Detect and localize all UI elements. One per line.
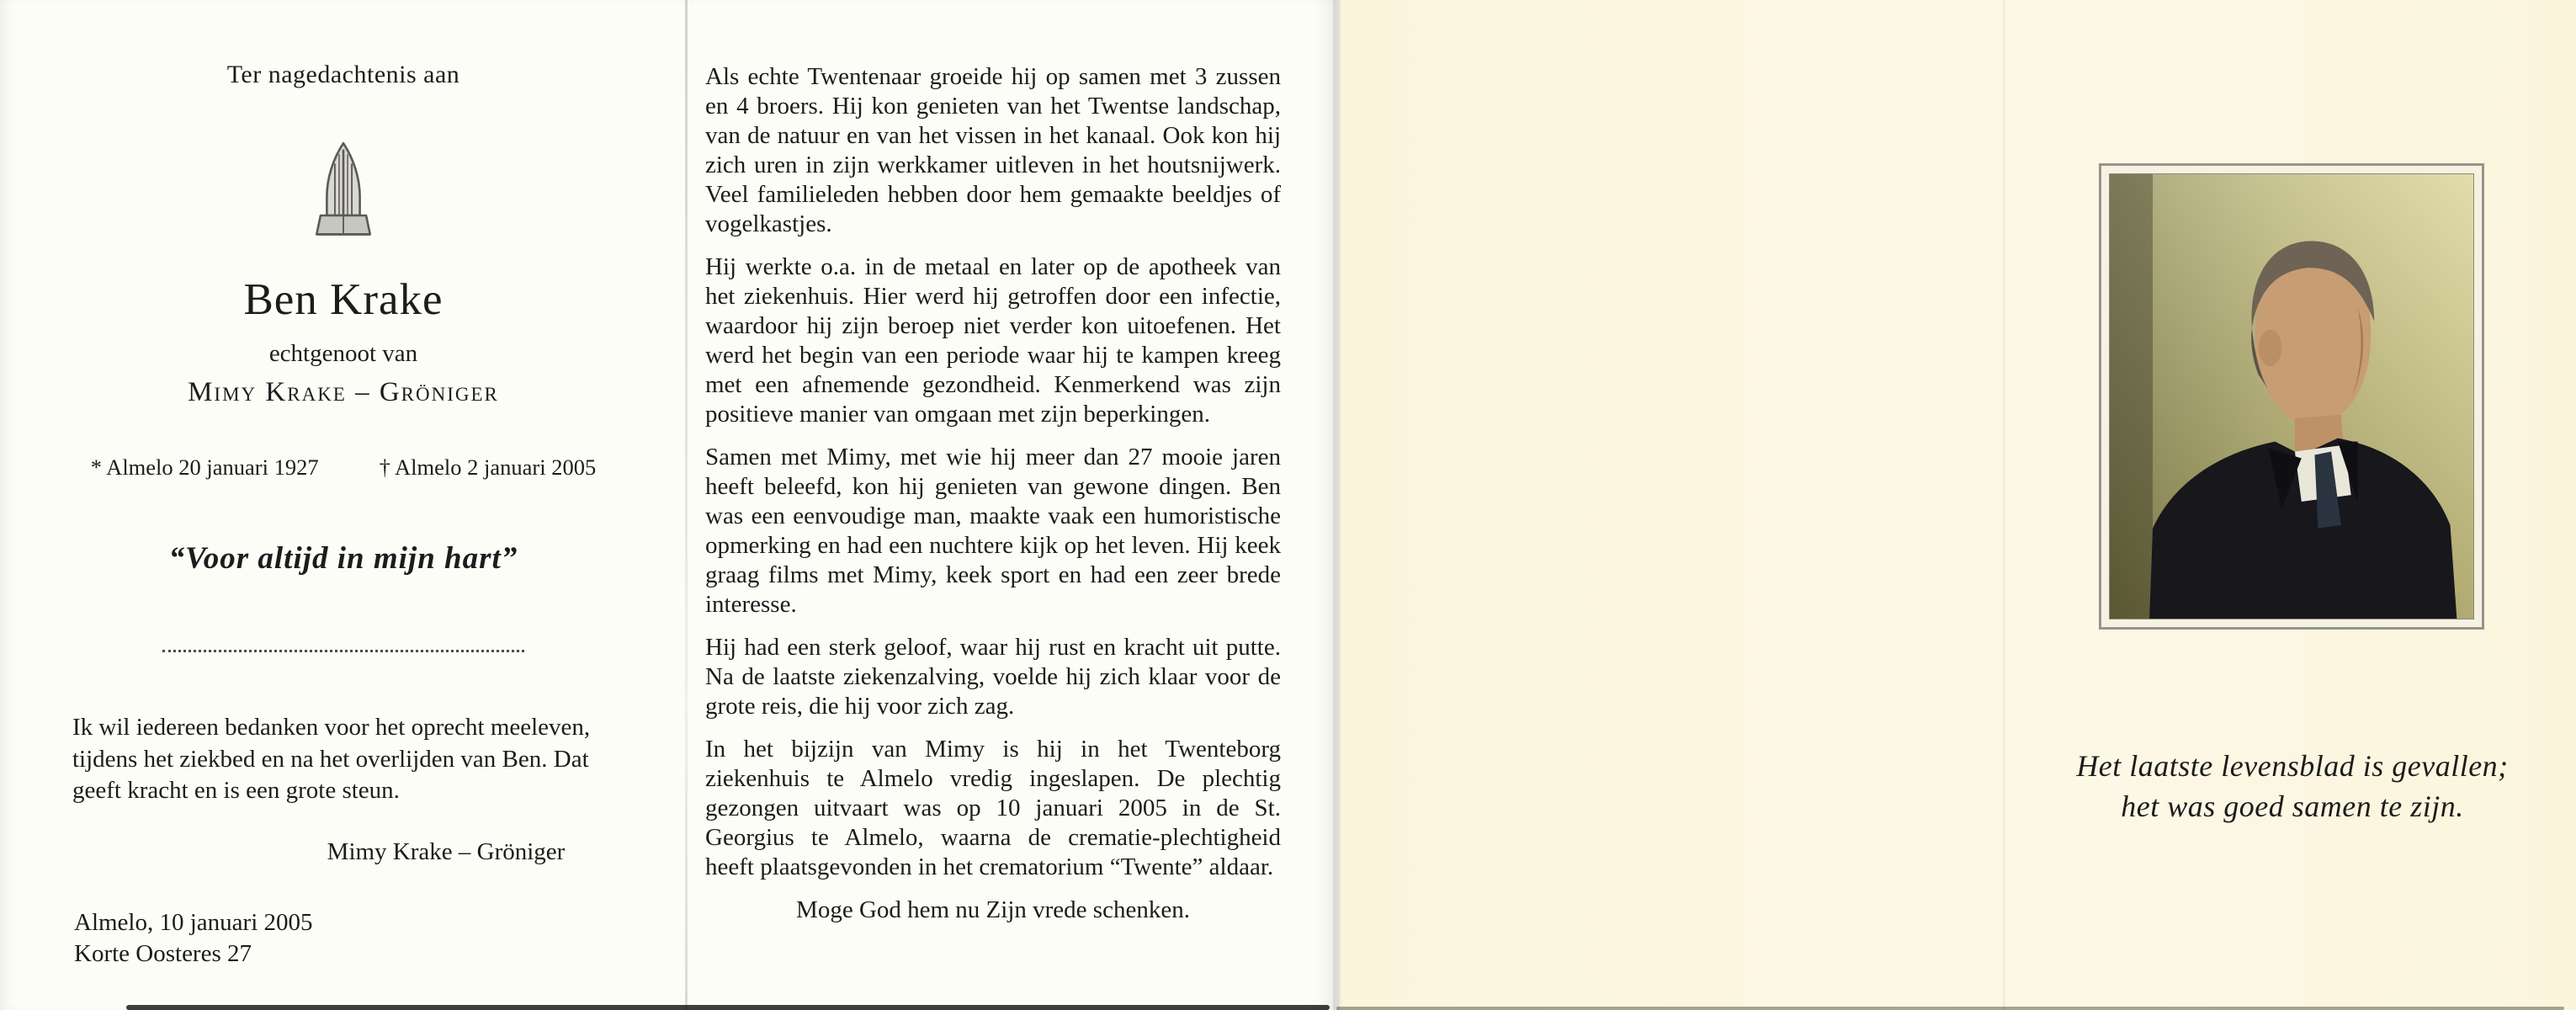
scan-bottom-edge: [126, 1005, 1330, 1010]
fold-shadow: [1333, 0, 1343, 1010]
motto-quote: “Voor altijd in mijn hart”: [168, 541, 518, 576]
back-quote-line1: Het laatste levensblad is gevallen;: [2076, 749, 2509, 783]
death-date: † Almelo 2 januari 2005: [379, 454, 597, 480]
fold-line: [2003, 0, 2005, 1010]
life-dates: [32, 454, 655, 481]
portrait-photo: [2109, 173, 2474, 619]
front-panel: [0, 0, 687, 1010]
back-cover-quote: [2015, 746, 2570, 827]
paragraph: Samen met Mimy, met wie hij meer dan 27 mooie jaren heeft beleefd, kon hij genieten van gewone dingen. Ben was een eenvoudige man, maakte vaak een humoristische opmerking en had een nuchtere kijk op het leven. Hij keek graag films met Mimy, keek sport en had een zeer brede interesse.: [705, 444, 1281, 618]
paragraph: Hij werkte o.a. in de metaal en later op de apotheek van het ziekenhuis. Hier werd hij getroffen door een infectie, waardoor hij zijn beroep niet verder kon uitoefenen. Het werd het begin van een periode waar hij te kampen kreeg met een afnemende gezondheid. Kenmerkend was zijn positieve manier van omgaan met zijn beperkingen.: [705, 253, 1281, 428]
dotted-separator: [162, 650, 524, 652]
thanks-paragraph: Ik wil iedereen bedanken voor het oprecht meeleven, tijdens het ziekbed en na het overlijden van Ben. Dat geeft kracht en is een grote steun.: [72, 714, 591, 804]
spouse-name: Mimy Krake – Gröniger: [188, 377, 499, 407]
scan-bottom-edge: [1336, 1007, 2564, 1010]
biography-panel: [705, 62, 1281, 938]
back-quote-line2: het was goed samen te zijn.: [2121, 789, 2464, 823]
paragraph: Als echte Twentenaar groeide hij op samen met 3 zussen en 4 broers. Hij kon genieten van het Twentse landschap, van de natuur en van het vissen in het kanaal. Ook kon hij zich uren in zijn werkkamer uitleven in het houtsnijwerk. Veel familieleden hebben door hem gemaakte beeldjes of vogelkastjes.: [705, 63, 1281, 237]
memorial-header: Ter nagedachtenis aan: [226, 61, 460, 88]
paragraph: In het bijzijn van Mimy is hij in het Twenteborg ziekenhuis te Almelo vredig ingeslapen. De plechtig gezongen uitvaart was op 10 januari 2005 in de St. Georgius te Almelo, waarna de crematie-plechtigheid heeft plaatsgevonden in het crematorium “Twente” aldaar.: [705, 736, 1281, 880]
paragraph: Hij had een sterk geloof, waar hij rust en kracht uit putte. Na de laatste ziekenzalving, voelde hij zich klaar voor de grote reis, die hij voor zich zag.: [705, 634, 1281, 720]
address: Korte Oosteres 27: [74, 940, 252, 967]
portrait-photo-frame: [2099, 163, 2484, 630]
birth-date: * Almelo 20 januari 1927: [90, 454, 319, 480]
deceased-name: Ben Krake: [243, 275, 443, 324]
praying-hands-icon: [32, 136, 655, 251]
place-and-date: Almelo, 10 januari 2005: [74, 909, 313, 936]
closing-prayer: Moge God hem nu Zijn vrede schenken.: [796, 896, 1190, 923]
relation-label: echtgenoot van: [268, 340, 418, 367]
signature: Mimy Krake – Gröniger: [327, 838, 566, 865]
